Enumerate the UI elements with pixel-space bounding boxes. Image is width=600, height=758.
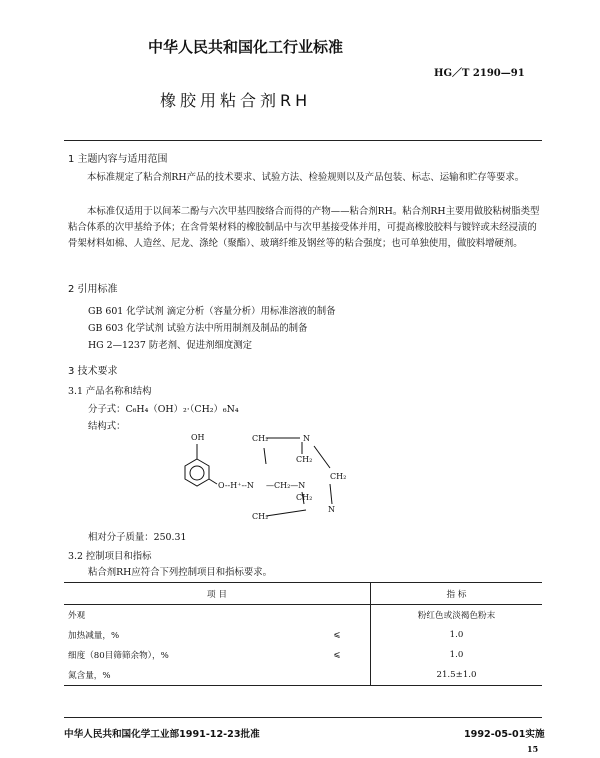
section-1-heading: 1 主题内容与适用范围 — [68, 154, 168, 165]
table-header-row — [64, 583, 542, 605]
ch2-right-label: CH₂ — [330, 472, 347, 481]
reference-item: GB 603 化学试剂 试验方法中所用制剂及制品的制备 — [88, 323, 308, 334]
section-3-heading: 3 技术要求 — [68, 366, 118, 377]
cage-bond-right-low — [330, 484, 332, 504]
header-item: 项 目 — [64, 583, 371, 605]
section-1-paragraph-1: 本标准规定了粘合剂RH产品的技术要求、试验方法、检验规则以及产品包装、标志、运输和贮存等要求。 — [87, 172, 525, 183]
cage-bond-top-right — [314, 446, 330, 468]
issuing-authority-title: 中华人民共和国化工行业标准 — [148, 38, 344, 56]
approval-date: 中华人民共和国化学工业部1991-12-23批准 — [64, 729, 260, 740]
specification-table — [64, 582, 542, 686]
ch2-n-label: —CH₂—N — [266, 481, 306, 490]
header-index: 指 标 — [371, 583, 543, 605]
cage-bond-left — [264, 448, 266, 464]
table-row — [64, 645, 542, 665]
subsection-3-2-text: 粘合剂RH应符合下列控制项目和指标要求。 — [88, 567, 272, 578]
row-item: 加热减量，% — [68, 631, 120, 641]
ch2-bottom-label: CH₂ — [252, 512, 269, 521]
benzene-ring — [185, 459, 209, 486]
row-symbol: ⩽ — [333, 630, 341, 640]
header-rule — [64, 140, 542, 141]
cage-bond-bottom — [266, 510, 306, 516]
row-symbol: ⩽ — [333, 650, 341, 660]
ch2-low-label: CH₂ — [296, 493, 313, 502]
reference-item: HG 2—1237 防老剂、促进剂细度测定 — [88, 340, 252, 351]
row-value: 1.0 — [371, 625, 543, 645]
ch2-top-label: CH₂ — [252, 434, 269, 443]
row-symbol — [304, 605, 371, 626]
reference-item: GB 601 化学试剂 滴定分析（容量分析）用标准溶液的制备 — [88, 306, 336, 317]
benzene-ring-inner-circle — [190, 466, 204, 480]
standard-code: HG／T 2190—91 — [434, 68, 525, 79]
hydroxyl-label: OH — [191, 433, 205, 442]
section-2-heading: 2 引用标准 — [68, 284, 118, 295]
document-title: 橡胶用粘合剂RH — [160, 91, 312, 110]
table-row — [64, 625, 542, 645]
ch2-mid-label: CH₂ — [296, 455, 313, 464]
row-value: 1.0 — [371, 645, 543, 665]
o-h-n-label: O--H⁺--N — [218, 481, 254, 490]
section-1-paragraph-2: 本标准仅适用于以间苯二酚与六次甲基四胺络合而得的产物——粘合剂RH。粘合剂RH主要用做胶粘树脂类型粘合体系的次甲基给予体；在含骨架材料的橡胶制品中与次甲基接受体并用，可提高橡胶胶料与镀锌或未经浸渍的骨架材料如棉、人造丝、尼龙、涤纶（聚酯）、玻璃纤维及钢丝等的粘合强度；也可单独使用，做胶料增硬剂。 — [68, 206, 540, 249]
table-row — [64, 605, 542, 626]
n-top-label: N — [303, 434, 310, 443]
row-item: 外观 — [68, 611, 86, 621]
structure-label: 结构式： — [88, 421, 126, 432]
n-bottom-label: N — [328, 505, 335, 514]
row-value: 21.5±1.0 — [371, 665, 543, 686]
structural-formula-diagram — [180, 428, 380, 524]
row-value: 粉红色或淡褐色粉末 — [371, 605, 543, 626]
subsection-3-2-heading: 3.2 控制项目和指标 — [68, 551, 152, 562]
o-bond — [209, 479, 217, 484]
row-symbol — [304, 665, 371, 686]
table-row — [64, 665, 542, 686]
effective-date: 1992-05-01实施 — [464, 729, 545, 740]
footer-rule — [64, 717, 542, 718]
row-item: 细度（80目筛筛余物），% — [68, 651, 169, 661]
subsection-3-1-heading: 3.1 产品名称和结构 — [68, 386, 152, 397]
molecular-weight: 相对分子质量：250.31 — [88, 532, 187, 543]
row-item: 氮含量，% — [64, 665, 304, 686]
molecular-formula: 分子式：C₆H₄（OH）₂·（CH₂）₆N₄ — [88, 404, 239, 415]
page-number: 15 — [527, 744, 539, 754]
